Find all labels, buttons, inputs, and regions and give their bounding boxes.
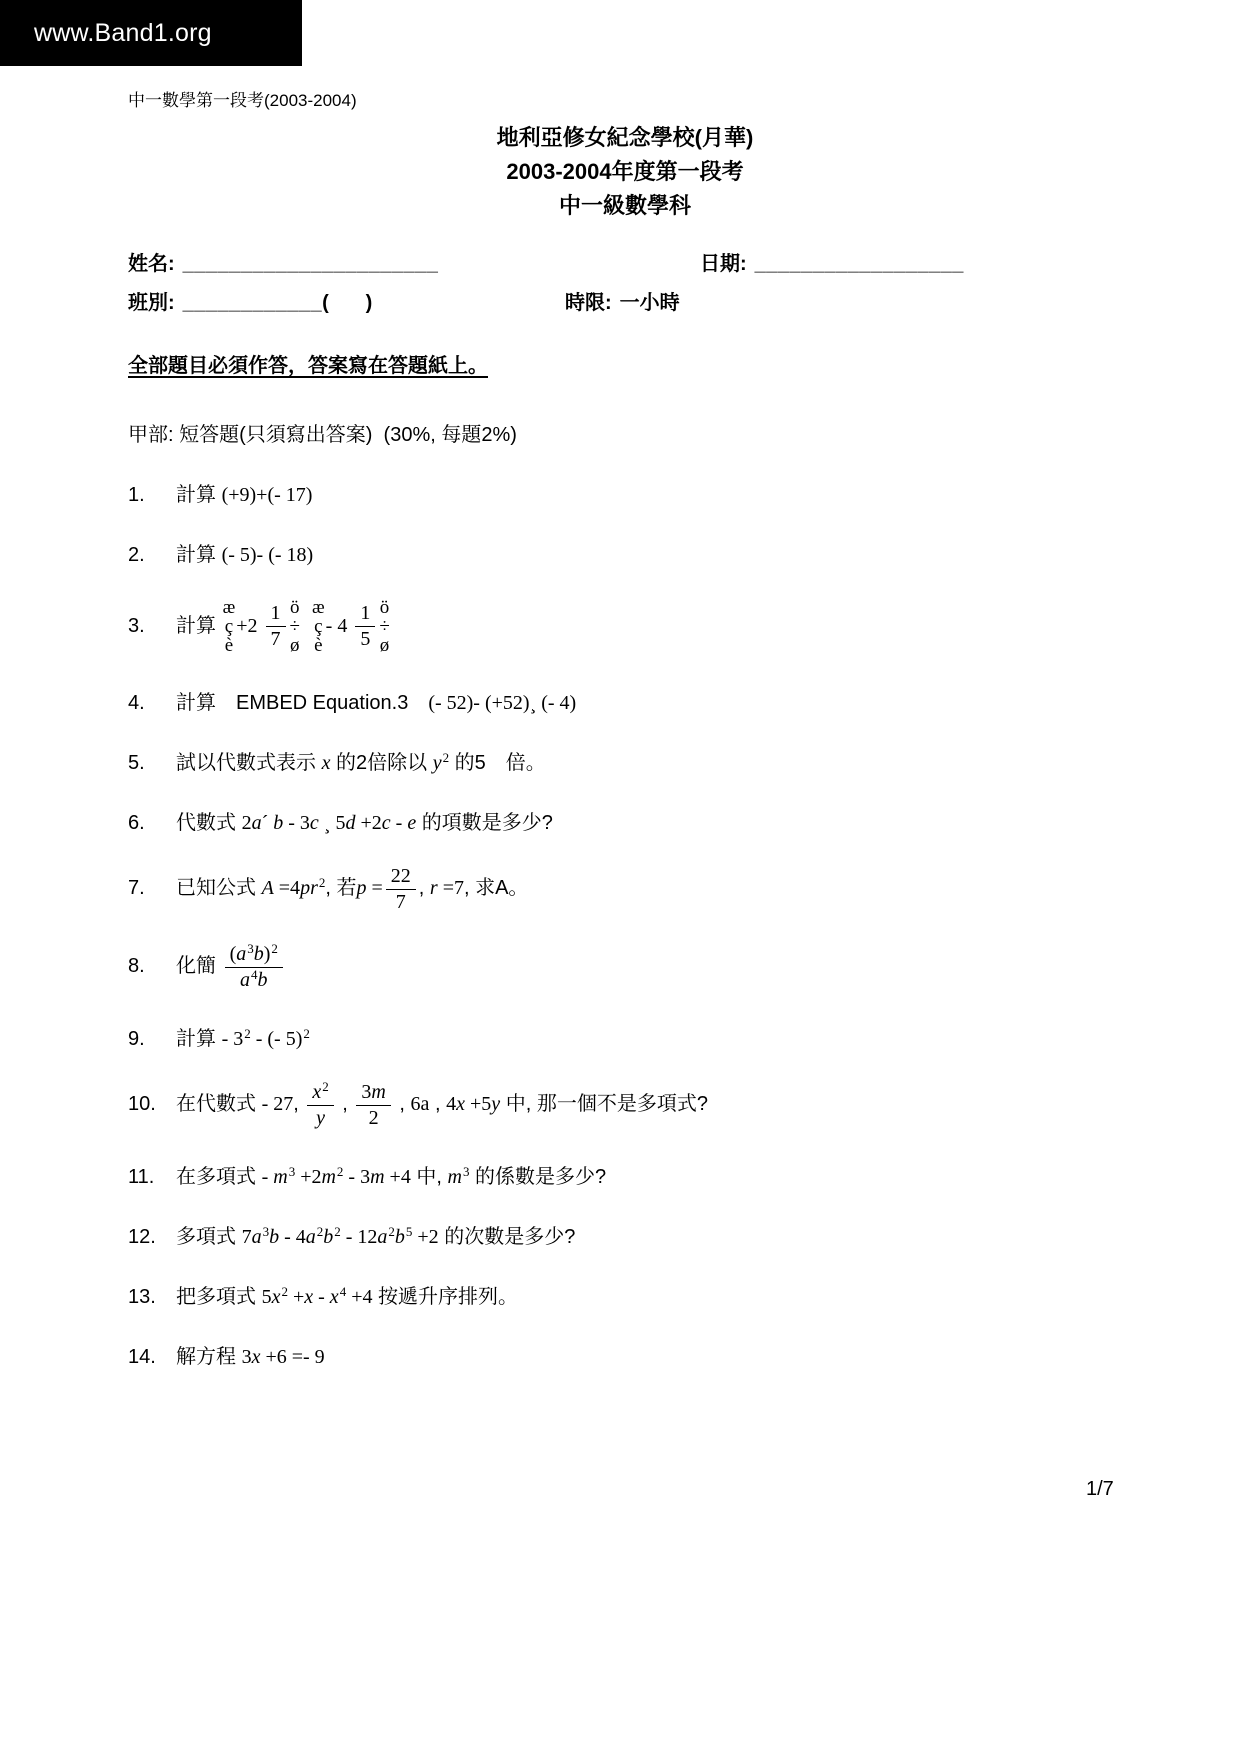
question-formula: r =7 xyxy=(429,877,464,900)
question-text: 計算 xyxy=(176,614,222,637)
question-row xyxy=(128,686,1122,715)
question-formula: $5x^2 +x - x^4 +4$ xyxy=(261,1284,373,1308)
question-content xyxy=(176,1079,1122,1129)
question-number: 6. xyxy=(128,812,145,834)
question-formula: (+9)+(- 17) xyxy=(221,484,313,506)
question-text: 的項數是多少? xyxy=(416,812,553,834)
question-number: 1. xyxy=(128,484,145,506)
question-row xyxy=(128,746,1122,775)
question-formula: - $m^3 +2m^2 - 3m +4$ xyxy=(261,1164,411,1188)
question-content xyxy=(176,806,1122,835)
question-text: , 若 xyxy=(325,877,357,900)
question-number: 13. xyxy=(128,1286,156,1308)
question-content xyxy=(176,1340,1122,1369)
fraction: $\frac{1}{5}$ xyxy=(355,603,375,650)
question-text: 解方程 xyxy=(176,1346,242,1368)
question-text: 在多項式 xyxy=(176,1166,262,1188)
fraction: $\frac{3m}{2}$ xyxy=(356,1082,390,1129)
question-text: 中, xyxy=(410,1166,448,1188)
question-formula: 6a xyxy=(410,1093,430,1116)
question-formula: - $3^2$ - (- 5)$^2$ xyxy=(221,1026,310,1050)
question-text: 的次數是多少? xyxy=(438,1226,576,1248)
question-formula: $A =4pr^2$ xyxy=(261,875,326,900)
doc-header: 中一數學第一段考(2003-2004) xyxy=(128,91,357,110)
question-formula: $m^3$ xyxy=(447,1164,470,1188)
question-formula: 2a´ b - 3c ¸ 5d +2c - e xyxy=(241,812,417,834)
question-number: 3. xyxy=(128,614,145,637)
question-formula: - 27 xyxy=(261,1093,294,1116)
subject-title: 中一級數學科 xyxy=(558,193,691,218)
question-formula: æ ç è +2 $\frac{1}{7}$ ö ÷ ø æ ç è - 4 $\frac{1}{5}$ ö ÷ ø xyxy=(222,597,390,656)
question-formula xyxy=(353,1081,393,1129)
fraction: $\frac{22}{7}$ xyxy=(386,866,416,913)
question-content xyxy=(176,1160,1122,1189)
fields-row-1 xyxy=(128,247,1122,276)
question-text: , xyxy=(418,877,430,900)
fields-row-2 xyxy=(128,286,1122,315)
question-content xyxy=(176,866,1122,913)
question-formula: $7a^3b - 4a^2b^2 - 12a^2b^5 +2$ xyxy=(241,1224,439,1248)
class-field xyxy=(128,286,565,315)
question-formula: 3x +6 =- 9 xyxy=(241,1346,325,1368)
symbol-bracket-stack: æ ç è xyxy=(222,597,236,656)
question-formula xyxy=(304,1079,336,1129)
student-fields xyxy=(128,247,1122,315)
question-formula: $y^2$ xyxy=(432,750,450,774)
question-content xyxy=(176,686,1122,715)
question-text: 計算 xyxy=(176,484,222,506)
question-text: 代數式 xyxy=(176,812,242,834)
question-row xyxy=(128,538,1122,567)
question-number: 11. xyxy=(128,1166,155,1188)
question-formula xyxy=(222,941,286,991)
question-formula: x xyxy=(321,752,331,774)
fraction: $\frac{1}{7}$ xyxy=(266,603,286,650)
question-row xyxy=(128,598,1122,655)
question-text: 的5 倍。 xyxy=(449,752,546,774)
question-text: 計算 EMBED Equation.3 xyxy=(176,692,429,714)
exam-title: 2003-2004年度第一段考 xyxy=(506,159,744,184)
title-block xyxy=(128,121,1122,223)
question-content xyxy=(176,538,1122,567)
symbol-bracket-stack: æ ç è xyxy=(311,597,325,656)
question-row xyxy=(128,1022,1122,1051)
question-row xyxy=(128,478,1122,507)
question-content xyxy=(176,941,1122,991)
question-text: , xyxy=(336,1093,354,1116)
site-banner-text: www.Band1.org xyxy=(34,18,212,47)
question-text: , xyxy=(293,1093,305,1116)
question-content xyxy=(176,1220,1122,1249)
question-number: 8. xyxy=(128,955,145,978)
question-row xyxy=(128,1220,1122,1249)
fraction: $\frac{(a^3b)^2}{a^4b}$ xyxy=(225,944,283,991)
question-number: 14. xyxy=(128,1346,156,1368)
question-text: 按遞升序排列。 xyxy=(372,1286,519,1308)
question-number: 4. xyxy=(128,692,145,714)
question-text: 化簡 xyxy=(176,955,222,978)
section-header: 甲部: 短答題(只須寫出答案) (30%, 每題2%) xyxy=(128,424,517,446)
question-number: 2. xyxy=(128,544,145,566)
question-number: 10. xyxy=(128,1093,156,1116)
question-text: 把多項式 xyxy=(176,1286,262,1308)
question-row xyxy=(128,1079,1122,1129)
question-text: 計算 xyxy=(176,544,222,566)
question-formula: p = $\frac{22}{7}$ xyxy=(356,877,418,899)
question-text: 的2倍除以 xyxy=(330,752,433,774)
symbol-bracket-stack: ö ÷ ø xyxy=(289,597,300,656)
fraction: $\frac{x^2}{y}$ xyxy=(307,1082,333,1129)
question-row xyxy=(128,866,1122,913)
question-number: 5. xyxy=(128,752,145,774)
question-row xyxy=(128,1340,1122,1369)
date-field xyxy=(700,247,964,276)
question-content xyxy=(176,1280,1122,1309)
page-number: 1/7 xyxy=(1086,1478,1114,1500)
question-text: , xyxy=(393,1093,411,1116)
question-content xyxy=(176,746,1122,775)
question-content xyxy=(176,478,1122,507)
name-label: 姓名: xyxy=(128,253,175,275)
question-formula: 4x +5y xyxy=(446,1093,501,1116)
site-banner xyxy=(0,0,302,66)
question-text: , 求A。 xyxy=(463,877,529,900)
question-number: 12. xyxy=(128,1226,156,1248)
question-number: 9. xyxy=(128,1028,145,1050)
question-text: 在代數式 xyxy=(176,1093,262,1116)
question-text: 多項式 xyxy=(176,1226,242,1248)
name-field xyxy=(128,247,700,276)
question-text: , xyxy=(429,1093,447,1116)
school-title: 地利亞修女紀念學校(月華) xyxy=(496,125,754,150)
question-formula: (- 52)- (+52)¸ (- 4) xyxy=(428,692,577,714)
name-blank-line: ______________________ xyxy=(182,253,439,275)
question-row xyxy=(128,1160,1122,1189)
question-text: 計算 xyxy=(176,1028,222,1050)
question-formula: (- 5)- (- 18) xyxy=(221,544,314,566)
date-label: 日期: xyxy=(700,253,747,275)
date-blank-line: __________________ xyxy=(754,253,964,275)
question-content xyxy=(176,1022,1122,1051)
question-row xyxy=(128,941,1122,991)
time-limit-value: 一小時 xyxy=(619,292,680,314)
question-content xyxy=(176,598,1122,655)
question-row xyxy=(128,806,1122,835)
question-row xyxy=(128,1280,1122,1309)
question-text: 中, 那一個不是多項式? xyxy=(500,1093,708,1116)
question-text: 的係數是多少? xyxy=(469,1166,607,1188)
question-list xyxy=(128,478,1122,1369)
class-blank-line: ____________( ) xyxy=(182,292,373,314)
time-limit-label: 時限: xyxy=(565,292,612,314)
question-text: 試以代數式表示 xyxy=(176,752,322,774)
symbol-bracket-stack: ö ÷ ø xyxy=(379,597,390,656)
question-number: 7. xyxy=(128,877,145,900)
class-label: 班別: xyxy=(128,292,175,314)
question-text: 已知公式 xyxy=(176,877,262,900)
instruction-line: 全部題目必須作答，答案寫在答題紙上。 xyxy=(128,355,488,377)
time-limit-field xyxy=(565,286,680,315)
